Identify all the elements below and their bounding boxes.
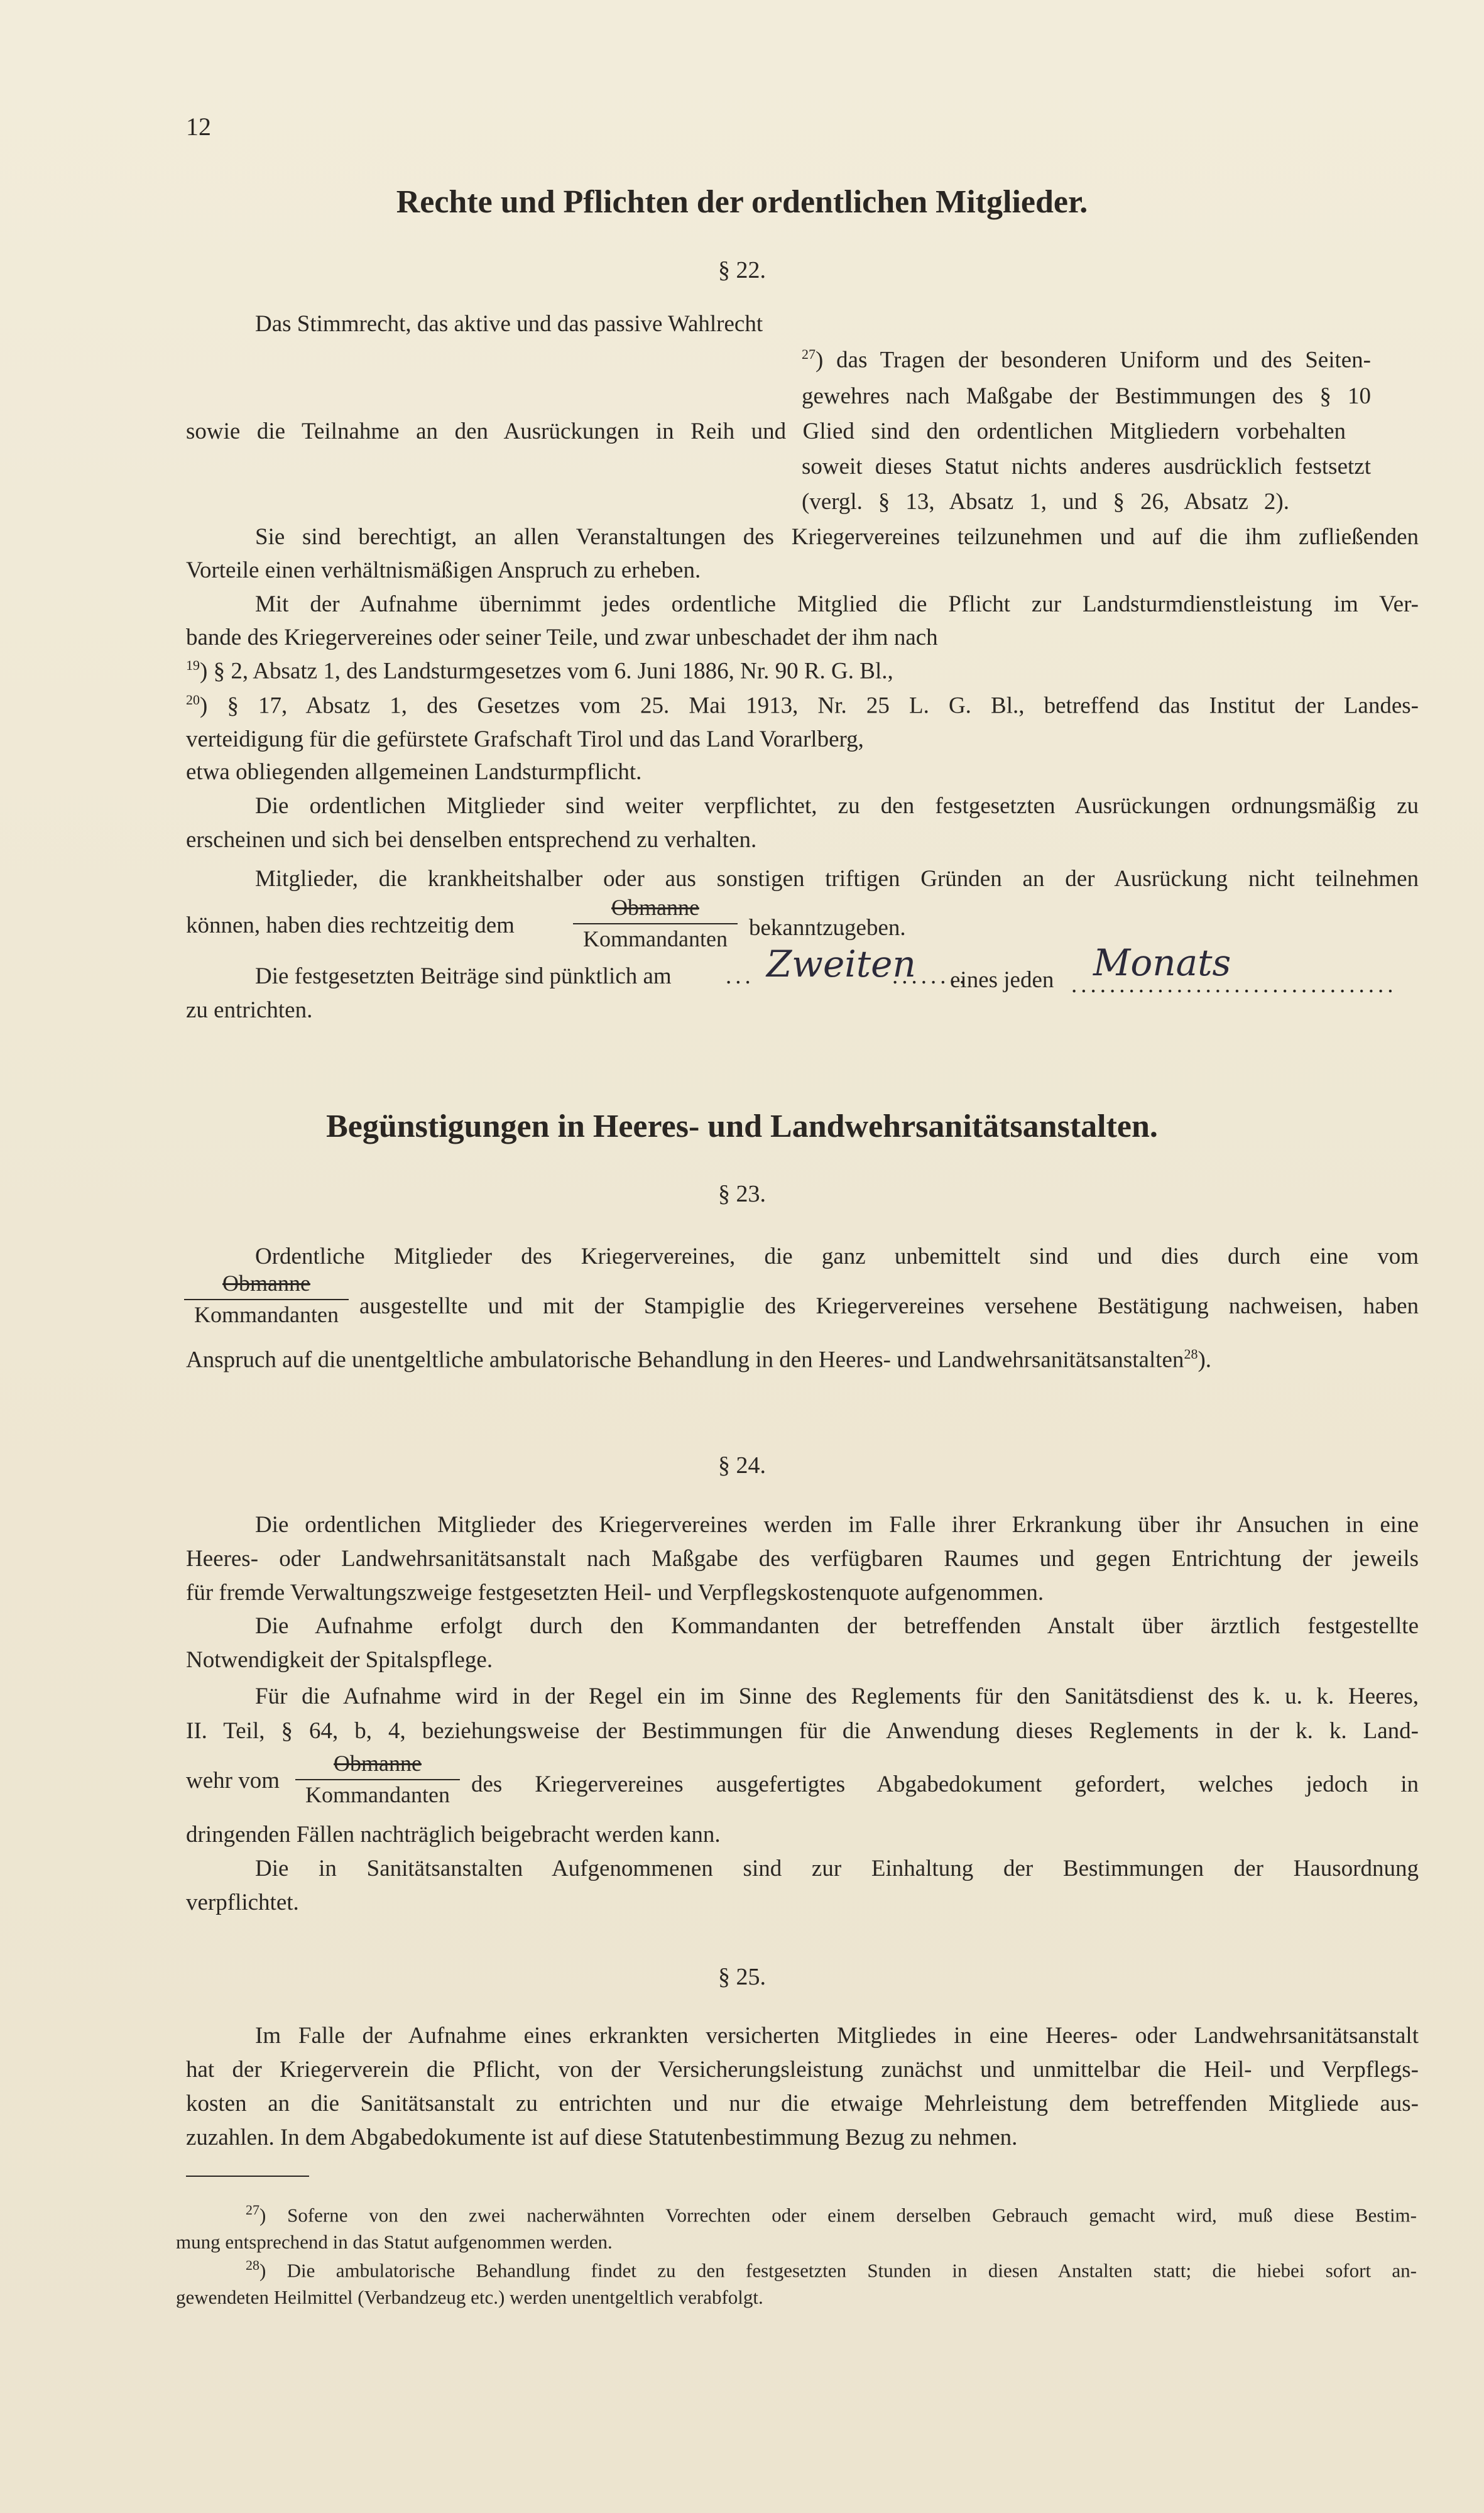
fraction-2-denominator: Kommandanten bbox=[194, 1301, 339, 1327]
fraction-2-bar bbox=[184, 1299, 349, 1300]
sec22-line-3: gewehres nach Maßgabe der Bestimmungen des § 10 bbox=[802, 383, 1371, 409]
footnote-27-line-1 bbox=[246, 2202, 1417, 2227]
sec24-line-4: Die Aufnahme erfolgt durch den Kommandanten der betreffenden Anstalt über ärztlich festgestellte bbox=[255, 1613, 1419, 1639]
footnote-ref-28: 28 bbox=[1184, 1346, 1198, 1362]
footnote-ref-19: 19 bbox=[186, 657, 200, 673]
sec24-line-6: Für die Aufnahme wird in der Regel ein im Sinne des Reglements für den Sanitätsdienst des k. u. k. Heeres, bbox=[255, 1684, 1419, 1709]
sec22-line-1: Das Stimmrecht, das aktive und das passive Wahlrecht bbox=[255, 311, 763, 337]
footnote-ref-27: 27 bbox=[802, 346, 816, 362]
sec23-line-2: ausgestellte und mit der Stampiglie des Kriegervereines versehene Bestätigung nachweisen, haben bbox=[359, 1293, 1419, 1319]
sec25-line-3: kosten an die Sanitätsanstalt zu entrichten und nur die etwaige Mehrleistung dem betreffenden Mitgliede aus- bbox=[186, 2091, 1419, 2116]
sec24-line-2: Heeres- oder Landwehrsanitätsanstalt nach Maßgabe des verfügbaren Raumes und gegen Entrichtung der jeweils bbox=[186, 1546, 1419, 1572]
sec22-dots-c: .................................. bbox=[1071, 972, 1397, 998]
sec22-dots-b: ........ bbox=[892, 963, 969, 989]
sec23-line-3 bbox=[186, 1346, 1211, 1374]
section-25-label: § 25. bbox=[718, 1964, 766, 1990]
sec23-line-3-end: ). bbox=[1198, 1347, 1212, 1373]
sec22-line-5: soweit dieses Statut nichts anderes ausdrücklich festsetzt bbox=[802, 454, 1371, 479]
obmann-kommandant-fraction-1 bbox=[573, 895, 738, 951]
sec22-line-16: erscheinen und sich bei denselben entsprechend zu verhalten. bbox=[186, 827, 757, 853]
sec24-line-7: II. Teil, § 64, b, 4, beziehungsweise der Bestimmungen für die Anwendung dieses Reglements in der k. k. Land- bbox=[186, 1718, 1419, 1744]
sec23-line-1: Ordentliche Mitglieder des Kriegervereines, die ganz unbemittelt sind und dies durch eine vom bbox=[255, 1244, 1419, 1269]
fraction-1-denominator: Kommandanten bbox=[583, 926, 728, 951]
fraction-1-struck: Obmanne bbox=[611, 895, 699, 920]
sec24-line-5: Notwendigkeit der Spitalspflege. bbox=[186, 1647, 493, 1673]
sec23-line-3-text: Anspruch auf die unentgeltliche ambulatorische Behandlung in den Heeres- und Landwehrsanitätsanstalten bbox=[186, 1347, 1184, 1373]
section-24-label: § 24. bbox=[718, 1452, 766, 1479]
sec22-line-19a: Die festgesetzten Beiträge sind pünktlich am bbox=[255, 963, 672, 989]
sec24-line-1: Die ordentlichen Mitglieder des Kriegervereines werden im Falle ihrer Erkrankung über ihr Ansuchen in eine bbox=[255, 1512, 1419, 1538]
sec22-line-8: Vorteile einen verhältnismäßigen Anspruch zu erheben. bbox=[186, 557, 701, 583]
footnote-27-text-1: ) Soferne von den zwei nacherwähnten Vorrechten oder einem derselben Gebrauch gemacht wird, muß diese Bestim- bbox=[259, 2204, 1417, 2226]
sec24-line-8a: wehr vom bbox=[186, 1768, 280, 1793]
fraction-1-bar bbox=[573, 923, 738, 924]
sec22-line-4: sowie die Teilnahme an den Ausrückungen in Reih und Glied sind den ordentlichen Mitgliedern vorbehalten bbox=[186, 419, 1346, 444]
sec22-line-6: (vergl. § 13, Absatz 1, und § 26, Absatz 2). bbox=[802, 489, 1289, 515]
sec22-line-12 bbox=[186, 692, 1419, 720]
footnote-27-line-2: mung entsprechend in das Statut aufgenommen werden. bbox=[176, 2231, 613, 2253]
handwritten-zweiten: Zweiten bbox=[767, 943, 916, 985]
sec22-line-10: bande des Kriegervereines oder seiner Teile, und zwar unbeschadet der ihm nach bbox=[186, 625, 938, 650]
sec22-line-7: Sie sind berechtigt, an allen Veranstaltungen des Kriegervereines teilzunehmen und auf die ihm zufließenden bbox=[255, 524, 1419, 550]
footnote-ref-20: 20 bbox=[186, 692, 200, 708]
fraction-2-struck: Obmanne bbox=[222, 1271, 310, 1296]
sec22-line-18a: können, haben dies rechtzeitig dem bbox=[186, 912, 515, 938]
sec25-line-2: hat der Kriegerverein die Pflicht, von der Versicherungsleistung zunächst und unmittelbar die Heil- und Verpflegs- bbox=[186, 2057, 1419, 2083]
heading-hospital-benefits: Begünstigungen in Heeres- und Landwehrsanitätsanstalten. bbox=[326, 1109, 1158, 1144]
sec22-line-15: Die ordentlichen Mitglieder sind weiter verpflichtet, zu den festgesetzten Ausrückungen ordnungsmäßig zu bbox=[255, 793, 1419, 819]
obmann-kommandant-fraction-2 bbox=[184, 1271, 349, 1327]
handwritten-monats: Monats bbox=[1093, 941, 1231, 984]
fraction-3-denominator: Kommandanten bbox=[305, 1782, 450, 1807]
sec22-line-12-text: ) § 17, Absatz 1, des Gesetzes vom 25. Mai 1913, Nr. 25 L. G. Bl., betreffend das Institut der Landes- bbox=[200, 693, 1419, 719]
sec22-line-19b: eines jeden bbox=[950, 967, 1054, 993]
sec22-line-11 bbox=[186, 657, 893, 686]
sec22-line-20: zu entrichten. bbox=[186, 997, 313, 1023]
page-number: 12 bbox=[186, 112, 211, 141]
sec24-line-3: für fremde Verwaltungszweige festgesetzten Heil- und Verpflegskostenquote aufgenommen. bbox=[186, 1580, 1044, 1606]
footnote-27-marker: 27 bbox=[246, 2202, 259, 2218]
sec22-line-2-text: ) das Tragen der besonderen Uniform und des Seiten- bbox=[816, 347, 1371, 373]
footnote-28-line-2: gewendeten Heilmittel (Verbandzeug etc.) werden unentgeltlich verabfolgt. bbox=[176, 2286, 763, 2308]
sec22-line-17: Mitglieder, die krankheitshalber oder aus sonstigen triftigen Gründen an der Ausrückung nicht teilnehmen bbox=[255, 866, 1419, 892]
sec25-line-1: Im Falle der Aufnahme eines erkrankten versicherten Mitgliedes in eine Heeres- oder Landwehrsanitätsanstalt bbox=[255, 2023, 1419, 2049]
sec22-line-2 bbox=[802, 346, 1371, 375]
footnote-28-line-1 bbox=[246, 2257, 1417, 2282]
obmann-kommandant-fraction-3 bbox=[295, 1751, 460, 1807]
fraction-3-struck: Obmanne bbox=[334, 1751, 422, 1776]
section-22-label: § 22. bbox=[718, 257, 766, 283]
sec24-line-8b: des Kriegervereines ausgefertigtes Abgabedokument gefordert, welches jedoch in bbox=[471, 1771, 1419, 1797]
heading-rights-duties: Rechte und Pflichten der ordentlichen Mitglieder. bbox=[396, 184, 1088, 220]
sec22-line-14: etwa obliegenden allgemeinen Landsturmpflicht. bbox=[186, 759, 642, 785]
footnote-divider bbox=[186, 2176, 309, 2177]
sec25-line-4: zuzahlen. In dem Abgabedokumente ist auf diese Statutenbestimmung Bezug zu nehmen. bbox=[186, 2125, 1018, 2150]
footnote-28-marker: 28 bbox=[246, 2257, 259, 2273]
sec24-line-11: verpflichtet. bbox=[186, 1890, 299, 1915]
sec22-line-11-text: ) § 2, Absatz 1, des Landsturmgesetzes vom 6. Juni 1886, Nr. 90 R. G. Bl., bbox=[200, 658, 893, 684]
fraction-3-bar bbox=[295, 1779, 460, 1780]
sec24-line-10: Die in Sanitätsanstalten Aufgenommenen sind zur Einhaltung der Bestimmungen der Hausordnung bbox=[255, 1856, 1419, 1881]
section-23-label: § 23. bbox=[718, 1181, 766, 1207]
sec22-dots-a: ... bbox=[726, 963, 755, 989]
sec22-line-9: Mit der Aufnahme übernimmt jedes ordentliche Mitglied die Pflicht zur Landsturmdienstleistung im Ver- bbox=[255, 591, 1419, 617]
sec22-line-13: verteidigung für die gefürstete Grafschaft Tirol und das Land Vorarlberg, bbox=[186, 726, 864, 752]
sec24-line-9: dringenden Fällen nachträglich beigebracht werden kann. bbox=[186, 1822, 721, 1848]
sec22-line-18b: bekanntzugeben. bbox=[749, 915, 906, 941]
footnote-28-text-1: ) Die ambulatorische Behandlung findet zu den festgesetzten Stunden in diesen Anstalten statt; die hiebei sofort an- bbox=[259, 2259, 1417, 2282]
